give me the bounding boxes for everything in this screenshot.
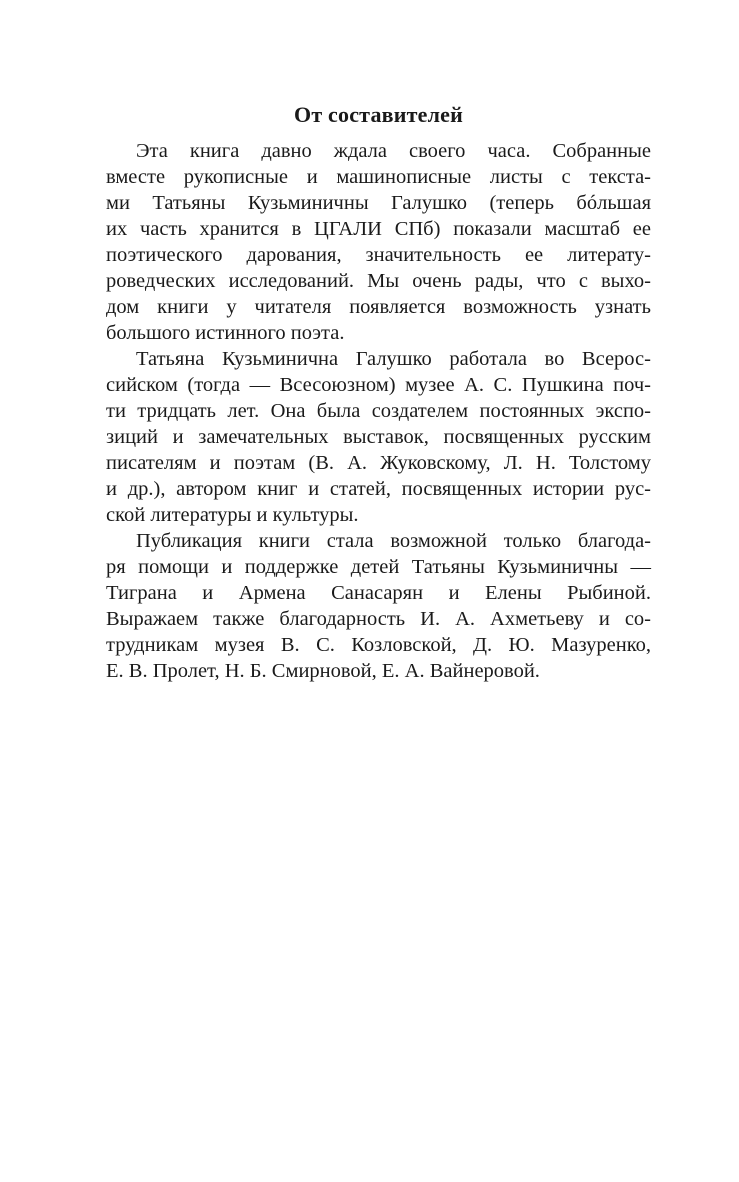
text-line: трудникам музея В. С. Козловской, Д. Ю. Мазуренко, — [106, 634, 651, 656]
text-line: ми Татьяны Кузьминичны Галушко (теперь бóльшая — [106, 192, 651, 214]
page-title: От составителей — [294, 102, 463, 127]
text-line: дом книги у читателя появляется возможность узнать — [106, 296, 651, 318]
text-line: их часть хранится в ЦГАЛИ СПб) показали масштаб ее — [106, 218, 651, 240]
text-line: Тиграна и Армена Санасарян и Елены Рыбиной. — [106, 582, 651, 604]
text-line: ти тридцать лет. Она была создателем постоянных экспо- — [106, 400, 651, 422]
text-line: поэтического дарования, значительность ее литерату- — [106, 244, 651, 266]
paragraph-2 — [106, 346, 651, 528]
text-line: писателям и поэтам (В. А. Жуковскому, Л. Н. Толстому — [106, 452, 651, 474]
paragraph-3 — [106, 528, 651, 684]
paragraph-1 — [106, 138, 651, 346]
text-line: ской литературы и культуры. — [106, 504, 359, 526]
text-line: зиций и замечательных выставок, посвященных русским — [106, 426, 651, 448]
text-line: Выражаем также благодарность И. А. Ахметьеву и со- — [106, 608, 651, 630]
text-line: Публикация книги стала возможной только благода- — [136, 530, 651, 552]
text-line: и др.), автором книг и статей, посвященных истории рус- — [106, 478, 651, 500]
text-line: Татьяна Кузьминична Галушко работала во Всерос- — [136, 348, 651, 370]
text-line: большого истинного поэта. — [106, 322, 345, 344]
text-line: Эта книга давно ждала своего часа. Собранные — [136, 140, 651, 162]
text-line: Е. В. Пролет, Н. Б. Смирновой, Е. А. Вайнеровой. — [106, 660, 540, 682]
text-line: ря помощи и поддержке детей Татьяны Кузьминичны — — [106, 556, 651, 578]
text-line: роведческих исследований. Мы очень рады, что с выхо- — [106, 270, 651, 292]
text-line: вместе рукописные и машинописные листы с текста- — [106, 166, 651, 188]
text-line: сийском (тогда — Всесоюзном) музее А. С. Пушкина поч- — [106, 374, 651, 396]
document-page — [106, 100, 651, 684]
